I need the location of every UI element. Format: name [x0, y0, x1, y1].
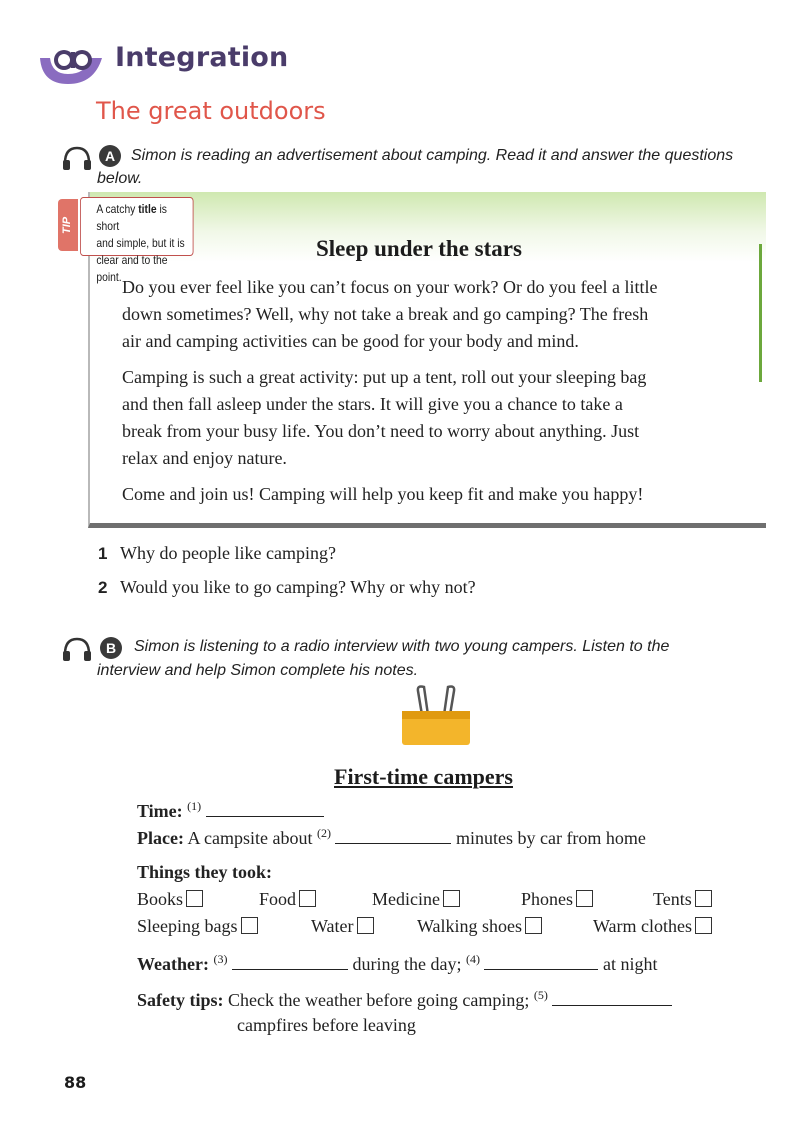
item-walking-shoes: Walking shoes: [417, 916, 542, 937]
decorative-bar: [759, 244, 762, 382]
answer-blank-3[interactable]: [232, 956, 348, 970]
headphones-icon: [62, 636, 92, 662]
notes-safety-line2: campfires before leaving: [237, 1015, 416, 1035]
checkbox[interactable]: [576, 890, 593, 907]
notes-time-row: Time: $^{(1)}$: [137, 799, 324, 822]
task-b-instruction-line1: Simon is listening to a radio interview with two young campers. Listen to the: [134, 638, 670, 655]
question-item: 2 Would you like to go camping? Why or why not?: [98, 577, 476, 597]
item-food: Food: [259, 889, 316, 910]
tip-box: [80, 197, 194, 284]
item-books: Books: [137, 889, 203, 910]
answer-blank-1[interactable]: [206, 803, 324, 817]
task-b-badge: B: [100, 637, 122, 659]
headphones-icon: [62, 145, 92, 171]
task-a-instruction-line2: below.: [97, 170, 143, 187]
tip-line1: A catchy title is short: [96, 202, 167, 233]
advertisement-title: Sleep under the stars: [316, 236, 522, 261]
tip-line2: and simple, but it is: [96, 236, 185, 250]
ad-paragraph-3: Come and join us! Camping will help you keep fit and make you happy!: [122, 484, 644, 504]
answer-blank-5[interactable]: [552, 992, 672, 1006]
notes-weather-row: Weather: $^{(3)}$ during the day; $^{(4)}$ at night: [137, 952, 658, 974]
checkbox[interactable]: [443, 890, 460, 907]
checkbox[interactable]: [357, 917, 374, 934]
checkbox[interactable]: [186, 890, 203, 907]
notes-title: First-time campers: [334, 764, 513, 789]
checkbox[interactable]: [241, 917, 258, 934]
task-a-badge: A: [99, 145, 121, 167]
tip-line3: clear and to the point.: [96, 253, 168, 284]
notes-safety-row: Safety tips: Check the weather before going camping; $^{(5)}$: [137, 988, 672, 1011]
answer-blank-4[interactable]: [484, 956, 598, 970]
question-item: 1 Why do people like camping?: [98, 543, 336, 563]
integration-logo-icon: [38, 44, 108, 86]
item-tents: Tents: [653, 889, 712, 910]
item-water: Water: [311, 916, 374, 937]
notes-place-row: Place: A campsite about $^{(2)}$ minutes by car from home: [137, 826, 646, 848]
task-b-instruction-line2: interview and help Simon complete his notes.: [97, 662, 419, 679]
checkbox[interactable]: [695, 890, 712, 907]
tip-tab: [58, 199, 78, 251]
section-heading: Integration: [115, 42, 289, 73]
item-warm-clothes: Warm clothes: [593, 916, 712, 937]
things-label: Things they took:: [137, 862, 273, 882]
page-number: 88: [64, 1073, 87, 1092]
ad-paragraph-2: Camping is such a great activity: put up a tent, roll out your sleeping bag and then fall asleep under the stars. It will give you a chance to take a break from your busy life. You don’t need to worry about anything. Just relax and enjoy nature.: [122, 367, 647, 468]
item-sleeping-bags: Sleeping bags: [137, 916, 258, 937]
item-phones: Phones: [521, 889, 593, 910]
unit-title: The great outdoors: [96, 97, 326, 125]
item-medicine: Medicine: [372, 889, 460, 910]
checkbox[interactable]: [695, 917, 712, 934]
checkbox[interactable]: [525, 917, 542, 934]
tip-tab-label: TIP: [61, 216, 73, 234]
task-a-instruction-line1: Simon is reading an advertisement about camping. Read it and answer the questions: [131, 147, 734, 164]
ad-paragraph-1: Do you ever feel like you can’t focus on your work? Or do you feel a little down sometimes? Well, why not take a break and go camping? The fresh air and camping activities can be good for your body and mind.: [122, 277, 658, 351]
answer-blank-2[interactable]: [335, 830, 451, 844]
checkbox[interactable]: [299, 890, 316, 907]
binder-clip-icon: [400, 685, 472, 747]
